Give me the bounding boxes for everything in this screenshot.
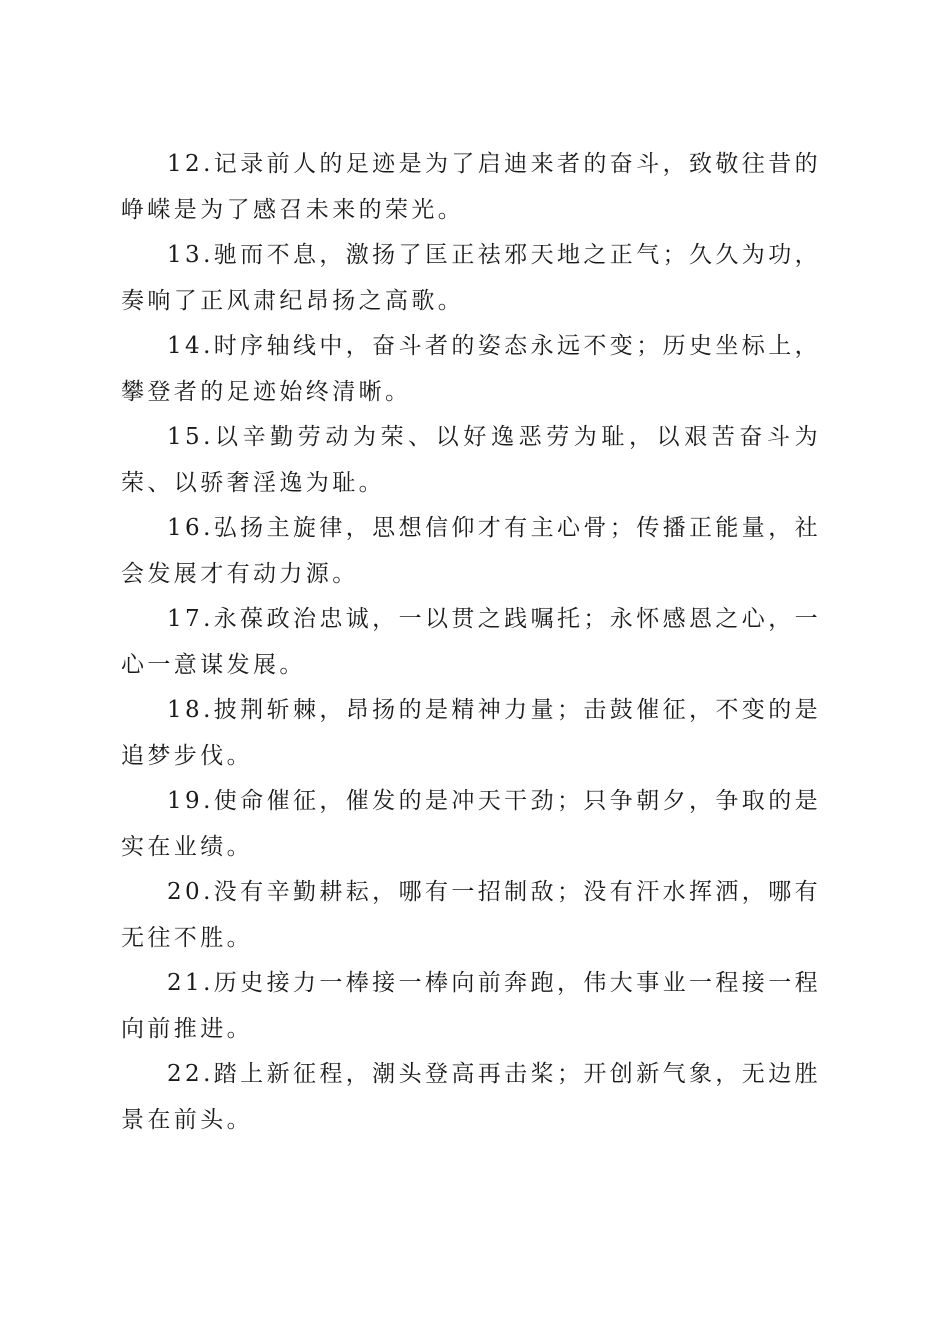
paragraph-14: 14.时序轴线中，奋斗者的姿态永远不变；历史坐标上，攀登者的足迹始终清晰。 (121, 333, 821, 405)
paragraph-18: 18.披荆斩棘，昂扬的是精神力量；击鼓催征，不变的是追梦步伐。 (121, 697, 821, 769)
paragraph-17: 17.永葆政治忠诚，一以贯之践嘱托；永怀感恩之心，一心一意谋发展。 (121, 606, 821, 678)
paragraph-21: 21.历史接力一棒接一棒向前奔跑，伟大事业一程接一程向前推进。 (121, 970, 821, 1042)
paragraph-15: 15.以辛勤劳动为荣、以好逸恶劳为耻，以艰苦奋斗为荣、以骄奢淫逸为耻。 (121, 424, 821, 496)
paragraph-22: 22.踏上新征程，潮头登高再击桨；开创新气象，无边胜景在前头。 (121, 1061, 821, 1133)
paragraph-19: 19.使命催征，催发的是冲天干劲；只争朝夕，争取的是实在业绩。 (121, 788, 821, 860)
paragraph-13: 13.驰而不息，激扬了匡正祛邪天地之正气；久久为功，奏响了正风肃纪昂扬之高歌。 (121, 242, 821, 314)
paragraph-20: 20.没有辛勤耕耘，哪有一招制敌；没有汗水挥洒，哪有无往不胜。 (121, 879, 821, 951)
paragraph-16: 16.弘扬主旋律，思想信仰才有主心骨；传播正能量，社会发展才有动力源。 (121, 515, 821, 587)
paragraph-12: 12.记录前人的足迹是为了启迪来者的奋斗，致敬往昔的峥嵘是为了感召未来的荣光。 (121, 151, 821, 223)
document-body (121, 142, 821, 1143)
